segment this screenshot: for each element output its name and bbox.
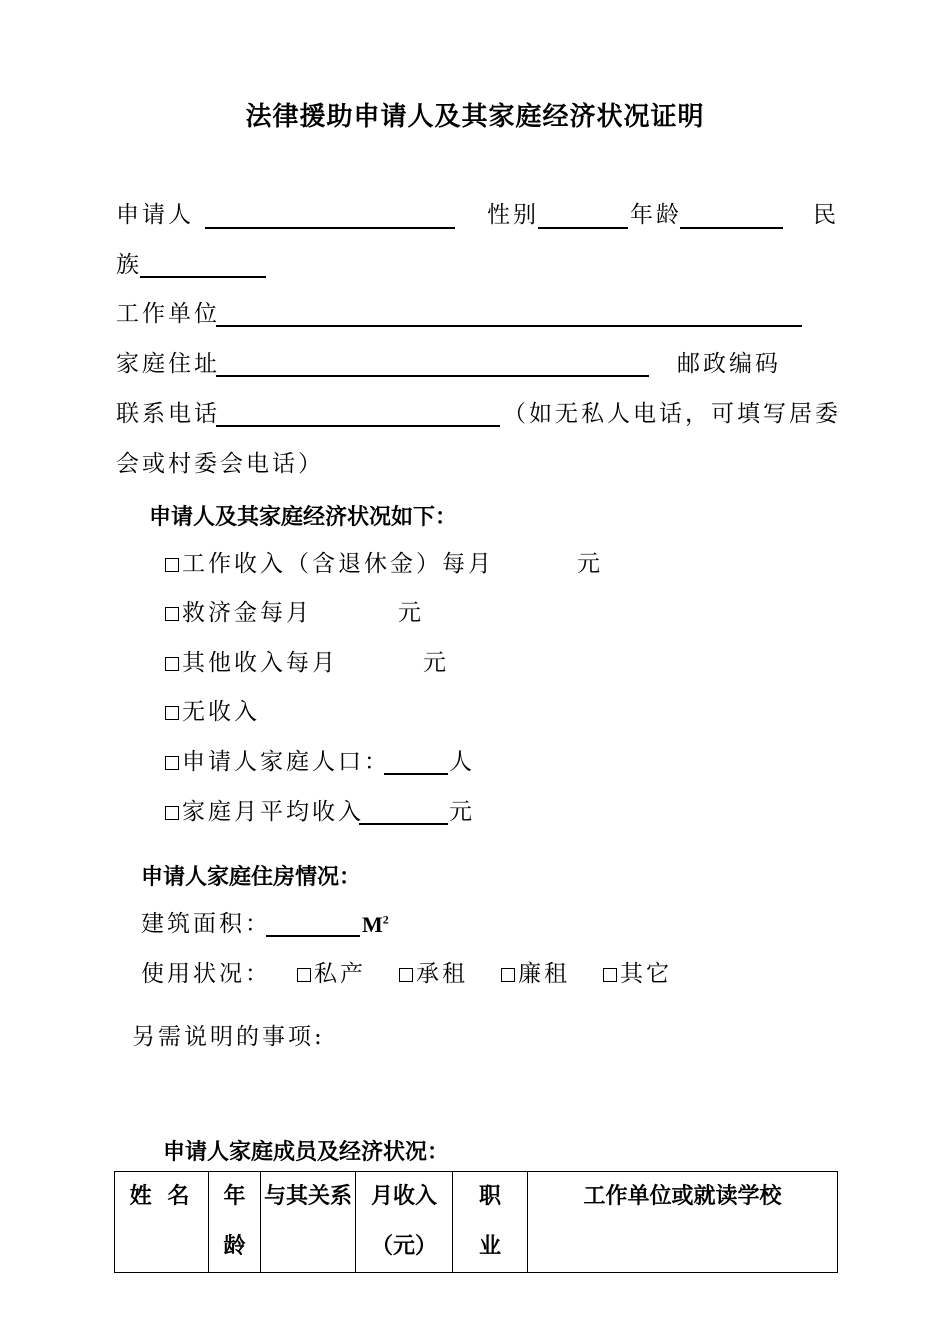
members-heading: 申请人家庭成员及经济状况： xyxy=(163,1140,450,1165)
ethnic-label-part2: 族 xyxy=(116,252,142,278)
relief-option[interactable]: 救济金每月 xyxy=(165,598,312,628)
address-label: 家庭住址 xyxy=(116,351,220,377)
area-unit: $M^2$ xyxy=(362,912,389,937)
yuan-unit: 元 xyxy=(449,799,475,825)
avg-income-field[interactable] xyxy=(359,823,448,825)
checkbox-icon[interactable] xyxy=(165,706,179,720)
table-header-row xyxy=(115,1172,838,1273)
checkbox-icon[interactable] xyxy=(165,756,179,770)
column-header-name: 姓 名 xyxy=(115,1172,209,1273)
usage-option-low-rent[interactable]: 廉租 xyxy=(501,959,570,989)
gender-field[interactable] xyxy=(538,227,628,229)
column-header-work-unit: 工作单位或就读学校 xyxy=(528,1172,838,1273)
yuan-unit: 元 xyxy=(398,600,424,626)
applicant-name-label: 申请人 xyxy=(116,202,194,228)
gender-label: 性别 xyxy=(487,202,539,228)
person-unit: 人 xyxy=(449,749,475,775)
applicant-name-field[interactable] xyxy=(205,227,455,229)
housing-heading: 申请人家庭住房情况： xyxy=(141,865,362,890)
column-header-age: 年龄 xyxy=(209,1172,261,1273)
checkbox-icon[interactable] xyxy=(165,806,179,820)
yuan-unit: 元 xyxy=(423,650,449,676)
area-field[interactable] xyxy=(266,935,360,937)
checkbox-icon[interactable] xyxy=(165,558,179,572)
checkbox-icon[interactable] xyxy=(297,968,311,982)
area-label: 建筑面积： xyxy=(141,911,271,937)
ethnic-label-part1: 民 xyxy=(813,202,839,228)
usage-label: 使用状况： xyxy=(141,961,271,987)
notes-label: 另需说明的事项: xyxy=(132,1024,325,1050)
economy-heading: 申请人及其家庭经济状况如下： xyxy=(149,505,458,530)
checkbox-icon[interactable] xyxy=(165,657,179,671)
checkbox-icon[interactable] xyxy=(603,968,617,982)
yuan-unit: 元 xyxy=(577,551,603,577)
household-option[interactable]: 申请人家庭人口： xyxy=(165,747,390,777)
members-table xyxy=(114,1171,838,1273)
no-income-option[interactable]: 无收入 xyxy=(165,697,260,727)
age-label: 年龄 xyxy=(630,202,682,228)
checkbox-icon[interactable] xyxy=(165,607,179,621)
household-field[interactable] xyxy=(384,773,448,775)
column-header-relation: 与其关系 xyxy=(261,1172,356,1273)
avg-income-option[interactable]: 家庭月平均收入 xyxy=(165,797,364,827)
phone-note-part1: （如无私人电话，可填写居委 xyxy=(503,401,841,427)
phone-label: 联系电话 xyxy=(116,401,220,427)
checkbox-icon[interactable] xyxy=(501,968,515,982)
phone-field[interactable] xyxy=(216,425,500,427)
age-field[interactable] xyxy=(680,227,783,229)
other-income-option[interactable]: 其他收入每月 xyxy=(165,648,338,678)
address-field[interactable] xyxy=(216,375,649,377)
ethnic-field[interactable] xyxy=(140,276,266,278)
work-income-option[interactable]: 工作收入（含退休金）每月 xyxy=(165,549,494,579)
checkbox-icon[interactable] xyxy=(399,968,413,982)
page-title: 法律援助申请人及其家庭经济状况证明 xyxy=(245,102,705,132)
work-unit-label: 工作单位 xyxy=(116,301,220,327)
column-header-income: 月收入（元） xyxy=(356,1172,453,1273)
usage-option-other[interactable]: 其它 xyxy=(603,959,672,989)
postal-label: 邮政编码 xyxy=(677,351,781,377)
work-unit-field[interactable] xyxy=(216,325,802,327)
phone-note-part2: 会或村委会电话） xyxy=(116,451,324,477)
usage-option-rent[interactable]: 承租 xyxy=(399,959,468,989)
usage-option-private[interactable]: 私产 xyxy=(297,959,366,989)
column-header-occupation: 职业 xyxy=(453,1172,528,1273)
